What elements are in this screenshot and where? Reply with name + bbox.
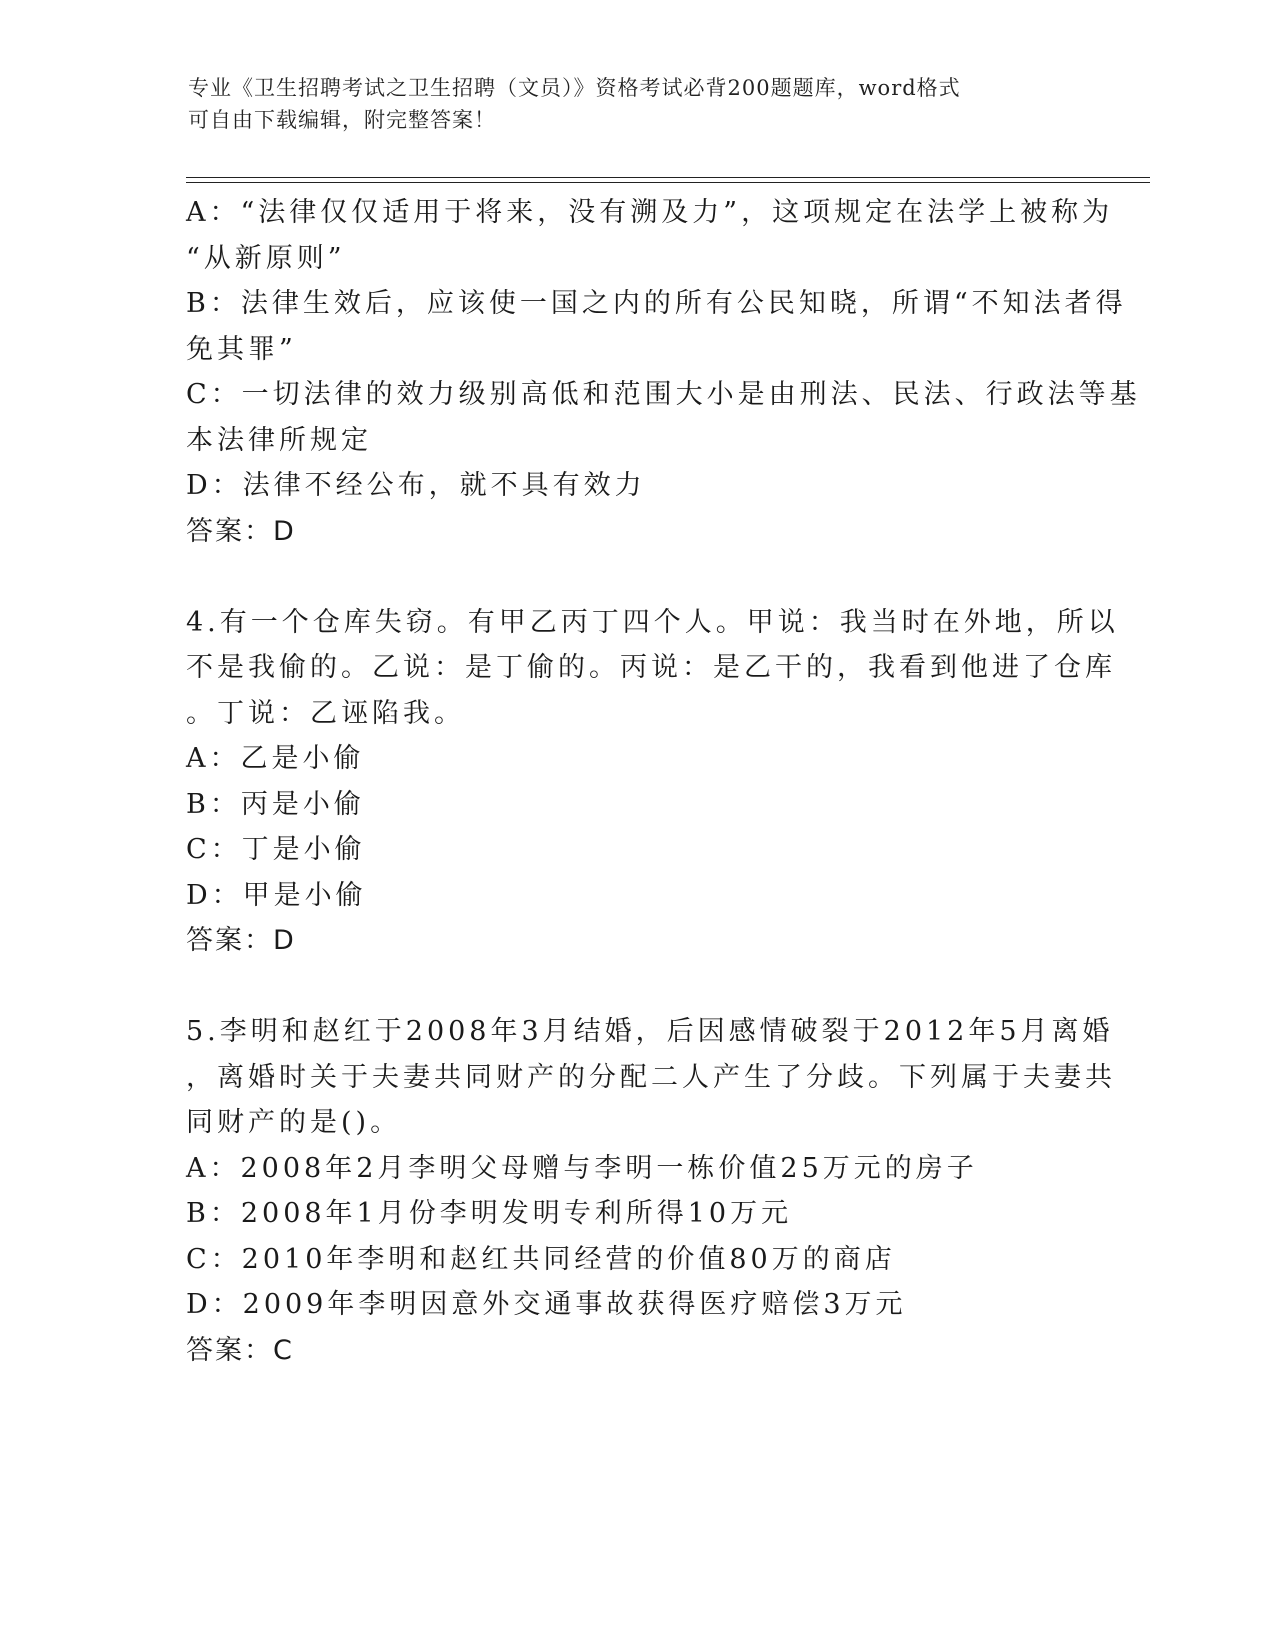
option-a-line-1: A：2008年2月李明父母赠与李明一栋价值25万元的房子 [186,1152,978,1184]
option-a-line-1: A：“法律仅仅适用于将来，没有溯及力”，这项规定在法学上被称为 [186,197,1114,228]
answer-label: 答案：C [186,1334,294,1366]
question-block [186,190,1141,554]
option-d-line-1: D：2009年李明因意外交通事故获得医疗赔偿3万元 [186,1289,907,1320]
question-spacer [186,964,1086,1010]
answer-label: 答案：D [186,515,296,547]
question-stem-line-1: 5.李明和赵红于2008年3月结婚，后因感情破裂于2012年5月离婚 [186,1016,1114,1047]
question-spacer [186,554,1086,600]
answer-label: 答案：D [186,925,296,956]
option-b-line-1: B：2008年1月份李明发明专利所得10万元 [186,1198,793,1229]
option-c-line-1: C：一切法律的效力级别高低和范围大小是由刑法、民法、行政法等基 [186,379,1141,410]
question-block [186,600,1119,964]
option-d-line-1: D：法律不经公布，就不具有效力 [186,470,646,501]
option-b-line-2: 免其罪” [186,333,297,365]
document-header [188,72,1068,136]
option-b-line-1: B：丙是小偷 [186,788,365,820]
option-d-line-1: D：甲是小偷 [186,879,367,911]
question-stem-line-3: 。丁说：乙诬陷我。 [186,697,465,729]
question-block [186,1009,1116,1373]
header-title-line-2: 可自由下载编辑，附完整答案！ [188,108,496,132]
header-rule-top [186,177,1150,178]
question-stem-line-2: ，离婚时关于夫妻共同财产的分配二人产生了分歧。下列属于夫妻共 [186,1061,1116,1093]
option-b-line-1: B：法律生效后，应该使一国之内的所有公民知晓，所谓“不知法者得 [186,288,1127,319]
header-title-line-1: 专业《卫生招聘考试之卫生招聘（文员）》资格考试必背200题题库，word格式 [188,76,961,100]
header-rule-bottom [186,182,1150,183]
option-c-line-1: C：2010年李明和赵红共同经营的价值80万的商店 [186,1243,896,1275]
question-stem-line-3: 同财产的是()。 [186,1107,402,1138]
question-list [186,190,1141,1373]
question-stem-line-2: 不是我偷的。乙说：是丁偷的。丙说：是乙干的，我看到他进了仓库 [186,652,1116,683]
question-stem-line-1: 4.有一个仓库失窃。有甲乙丙丁四个人。甲说：我当时在外地，所以 [186,606,1119,638]
option-c-line-2: 本法律所规定 [186,424,372,456]
option-a-line-2: “从新原则” [186,242,346,274]
option-a-line-1: A：乙是小偷 [186,743,365,774]
option-c-line-1: C：丁是小偷 [186,834,366,865]
